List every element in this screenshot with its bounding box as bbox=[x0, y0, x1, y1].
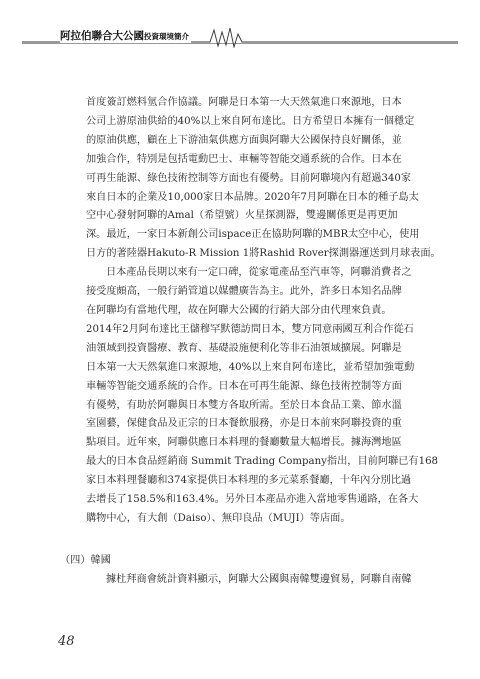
text-line: 家日本料理餐廳和374家提供日本料理的多元菜系餐廳，十年內分別比過 bbox=[86, 475, 412, 487]
text-line: 首度簽訂燃料氫合作協議。阿聯是日本第一大天然氣進口來源地，日本 bbox=[86, 97, 402, 108]
text-line: 去增長了158.5%和163.4%。另外日本產品亦進入當地零售通路，在各大 bbox=[86, 494, 419, 506]
text-line: 日本第一大天然氣進口來源地，40%以上來自阿布達比，並希望加強電動 bbox=[86, 361, 415, 373]
text-line: 日本產品長期以來有一定口碑，從家電產品至汽車等，阿聯消費者之 bbox=[106, 267, 412, 279]
page-header bbox=[22, 26, 458, 48]
text-line: 點項目。近年來，阿聯供應日本料理的餐廳數量大幅增長。據海灣地區 bbox=[86, 437, 402, 449]
page-number: 48 bbox=[58, 634, 75, 649]
text-line: 接受度頗高，一般行銷管道以媒體廣告為主。此外，許多日本知名品牌 bbox=[86, 286, 402, 298]
text-line: 最大的日本食品經銷商 Summit Trading Company指出，目前阿聯已有168 bbox=[86, 456, 439, 468]
text-line: 的原油供應，顧在上下游油氣供應方面與阿聯大公國保持良好關係，並 bbox=[86, 134, 402, 146]
text-line: 2014年2月阿布達比王儲穆罕默德訪問日本，雙方同意兩國互利合作從石 bbox=[86, 323, 414, 335]
text-line: 可再生能源、綠色技術控制等方面也有優勢。目前阿聯境內有超過340家 bbox=[86, 172, 412, 184]
text-line: 有優勢，有助於阿聯與日本雙方各取所需。至於日本食品工業、節水溫 bbox=[86, 399, 402, 411]
text-line: 室園藝，保健食品及正宗的日本餐飲服務，亦是日本前來阿聯投資的重 bbox=[86, 418, 402, 430]
text-line: 據杜拜商會統計資料顯示，阿聯大公國與南韓雙邊貿易，阿聯自南韓 bbox=[106, 574, 412, 585]
text-line: 空中心發射阿聯的Amal（希望號）火星探測器，雙邊關係更是再更加 bbox=[86, 210, 398, 222]
text-line: 油領域到投資醫療、教育、基礎設施便利化等非石油領域擴展。阿聯是 bbox=[86, 342, 402, 354]
text-line: 加強合作，特別是包括電動巴士、車輛等智能交通系統的合作。日本在 bbox=[86, 153, 402, 165]
text-line: 來自日本的企業及10,000家日本品牌。2020年7月阿聯在日本的種子島太 bbox=[86, 191, 419, 203]
text-line: 深。最近，一家日本新創公司ispace正在協助阿聯的MBR太空中心，使用 bbox=[86, 229, 420, 241]
text-line: 日方的著陸器Hakuto-R Mission 1將Rashid Rover探測器運送到月球表面。 bbox=[86, 248, 441, 260]
header-title: 阿拉伯聯合大公國投資環境簡介 bbox=[60, 30, 189, 42]
section-heading: （四）韓國 bbox=[60, 555, 111, 566]
text-line: 購物中心，有大創（Daiso）、無印良品（MUJI）等店面。 bbox=[86, 512, 351, 524]
text-line: 公司上游原油供給的40%以上來自阿布達比。日方希望日本擁有一個穩定 bbox=[86, 115, 415, 127]
text-line: 車輛等智能交通系統的合作。日本在可再生能源、綠色技術控制等方面 bbox=[86, 380, 402, 392]
body-text bbox=[86, 94, 441, 529]
text-line: 在阿聯均有當地代理，故在阿聯大公國的行銷大部分由代理來負責。 bbox=[86, 304, 392, 316]
